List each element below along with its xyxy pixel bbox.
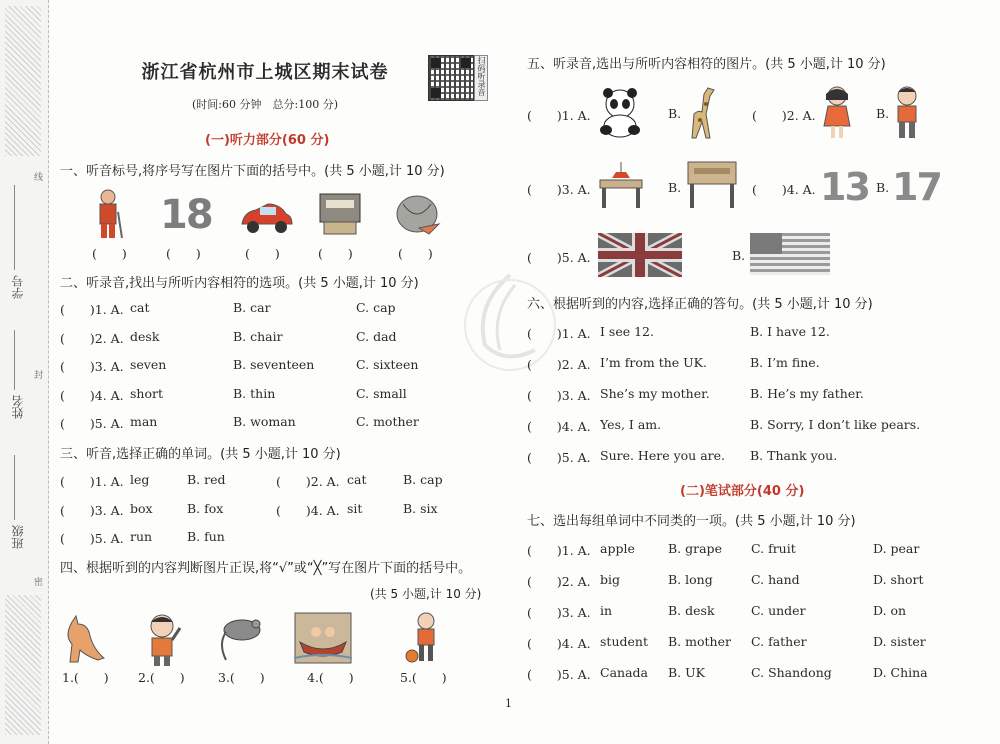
number-13: 13 [820,165,869,209]
s2-q2-option-a: desk [130,329,160,344]
exam-title: 浙江省杭州市上城区期末试卷 [141,62,389,83]
s7-q4-option-c: C. father [751,634,807,649]
s3-q3-number[interactable]: ( )3. A. [60,503,124,518]
seal-mark-seal: 封 [34,371,44,381]
s3-q5-option-a: run [130,529,153,544]
s7-q5-option-a: Canada [600,665,648,680]
s7-heading: 七、选出每组单词中不同类的一项。(共 5 小题,计 10 分) [527,514,856,529]
boy-waving-icon [140,612,184,668]
s6-q4-number[interactable]: ( )4. A. [527,419,591,434]
class-label: 班级 [11,525,25,549]
s5-q1-number[interactable]: ( )1. A. [527,108,591,123]
watermelon-icon [395,194,441,236]
s3-q2-option-a: cat [347,472,367,487]
s4-blank-5[interactable]: 5.( ) [400,670,447,685]
car-icon [238,200,294,236]
s4-blank-4[interactable]: 4.( ) [307,670,354,685]
panda-icon [596,86,644,138]
s1-blank-1[interactable]: ( ) [92,246,127,261]
s6-list [527,324,967,469]
s6-q2-option-a: I’m from the UK. [600,355,707,370]
s2-q5-number[interactable]: ( )5. A. [60,416,124,431]
s7-q5-option-c: C. Shandong [751,665,832,680]
desk-icon [684,158,740,212]
exam-subtitle: (时间:60 分钟 总分:100 分) [192,98,338,111]
s7-q4-option-d: D. sister [873,634,926,649]
s4-blank-2[interactable]: 2.( ) [138,670,185,685]
desk-with-boat-icon [598,160,644,210]
s5-q3-number[interactable]: ( )3. A. [527,182,591,197]
s3-q2-number[interactable]: ( )2. A. [276,474,340,489]
s7-q5-number[interactable]: ( )5. A. [527,667,591,682]
s7-q1-option-c: C. fruit [751,541,796,556]
s1-blank-3[interactable]: ( ) [245,246,280,261]
hatch-bottom [5,595,41,735]
s5-q5-option-b: B. [732,248,746,263]
s5-q4-option-b: B. [876,180,890,195]
s2-q1-option-b: B. car [233,300,271,315]
s6-q2-number[interactable]: ( )2. A. [527,357,591,372]
s6-q5-option-a: Sure. Here you are. [600,448,725,463]
s3-q4-option-a: sit [347,501,363,516]
s3-q1-option-b: B. red [187,472,226,487]
s7-q3-option-d: D. on [873,603,907,618]
s3-q4-number[interactable]: ( )4. A. [276,503,340,518]
s5-q2-option-b: B. [876,106,890,121]
s5-heading: 五、听录音,选出与所听内容相符的图片。(共 5 小题,计 10 分) [527,57,886,72]
s4-blank-3[interactable]: 3.( ) [218,670,265,685]
boy-icon [890,84,924,140]
s1-blank-5[interactable]: ( ) [398,246,433,261]
s7-q4-number[interactable]: ( )4. A. [527,636,591,651]
kangaroo-icon [58,614,110,666]
number-18: 18 [160,192,212,238]
s1-blank-2[interactable]: ( ) [166,246,201,261]
s4-heading: 四、根据听到的内容判断图片正误,将“√”或“╳”写在图片下面的括号中。 [60,561,472,576]
name-line [14,330,15,390]
qr-label: 扫码听录音 [474,55,488,101]
s2-q1-number[interactable]: ( )1. A. [60,302,124,317]
s4-note: (共 5 小题,计 10 分) [370,587,482,601]
s3-q3-option-a: box [130,501,153,516]
s7-q5-option-b: B. UK [668,665,706,680]
s5-q1-option-b: B. [668,106,682,121]
s7-q1-option-b: B. grape [668,541,722,556]
s2-q2-number[interactable]: ( )2. A. [60,331,124,346]
student-no-label: 学号 [11,275,25,299]
s5-q2-number[interactable]: ( )2. A. [752,108,816,123]
s5-q4-number[interactable]: ( )4. A. [752,182,816,197]
s1-blank-4[interactable]: ( ) [318,246,353,261]
s2-q4-option-c: C. small [356,386,407,401]
s6-q1-option-b: B. I have 12. [750,324,830,339]
number-17: 17 [892,165,941,209]
part2-title: (二)笔试部分(40 分) [680,484,805,499]
s2-q1-option-c: C. cap [356,300,396,315]
s7-q2-option-b: B. long [668,572,713,587]
s2-heading: 二、听录音,找出与所听内容相符的选项。(共 5 小题,计 10 分) [60,276,419,291]
s7-q3-option-c: C. under [751,603,806,618]
s2-q5-option-a: man [130,414,158,429]
s5-q3-option-b: B. [668,180,682,195]
s2-q4-option-a: short [130,386,163,401]
s3-heading: 三、听音,选择正确的单词。(共 5 小题,计 10 分) [60,447,341,462]
page-number: 1 [505,697,512,710]
s7-list [527,541,967,686]
s3-q3-option-b: B. fox [187,501,224,516]
s6-q3-option-b: B. He’s my father. [750,386,864,401]
uk-flag-icon [598,233,682,277]
s7-q3-option-a: in [600,603,613,618]
class-line [14,455,15,520]
s6-heading: 六、根据听到的内容,选择正确的答句。(共 5 小题,计 10 分) [527,297,873,312]
s6-q2-option-b: B. I’m fine. [750,355,820,370]
s7-q2-option-c: C. hand [751,572,800,587]
s2-list [60,300,500,440]
qr-code-icon[interactable] [428,55,474,101]
seal-mark-line: 线 [34,173,44,183]
s6-q4-option-b: B. Sorry, I don’t like pears. [750,417,921,432]
s3-q4-option-b: B. six [403,501,438,516]
s2-q3-option-b: B. seventeen [233,357,315,372]
s2-q4-number[interactable]: ( )4. A. [60,388,124,403]
boy-basketball-icon [404,610,444,666]
s6-q1-number[interactable]: ( )1. A. [527,326,591,341]
s6-q5-option-b: B. Thank you. [750,448,838,463]
girl-icon [820,84,854,140]
s7-q4-option-b: B. mother [668,634,731,649]
s6-q4-option-a: Yes, I am. [600,417,662,432]
s6-q3-number[interactable]: ( )3. A. [527,388,591,403]
us-flag-icon [750,233,830,275]
grandpa-icon [88,188,128,240]
s3-q1-number[interactable]: ( )1. A. [60,474,124,489]
s3-list [60,472,500,552]
s7-q4-option-a: student [600,634,648,649]
s7-q2-number[interactable]: ( )2. A. [527,574,591,589]
student-no-line [14,185,15,270]
hatch-top [5,6,41,156]
s6-q5-number[interactable]: ( )5. A. [527,450,591,465]
s3-q2-option-b: B. cap [403,472,443,487]
s6-q3-option-a: She’s my mother. [600,386,710,401]
s7-q2-option-d: D. short [873,572,924,587]
s2-q5-option-b: B. woman [233,414,296,429]
s7-q1-option-d: D. pear [873,541,920,556]
s7-q2-option-a: big [600,572,621,587]
s3-q5-number[interactable]: ( )5. A. [60,531,124,546]
name-label: 姓名 [11,395,25,419]
s6-q1-option-a: I see 12. [600,324,654,339]
s2-q2-option-b: B. chair [233,329,283,344]
s7-q3-number[interactable]: ( )3. A. [527,605,591,620]
s7-q1-number[interactable]: ( )1. A. [527,543,591,558]
s1-heading: 一、听音标号,将序号写在图片下面的括号中。(共 5 小题,计 10 分) [60,164,445,179]
s3-q5-option-b: B. fun [187,529,225,544]
s7-q1-option-a: apple [600,541,635,556]
giraffe-icon [684,84,720,142]
s2-q3-option-a: seven [130,357,167,372]
s4-blank-1[interactable]: 1.( ) [62,670,109,685]
s2-q3-number[interactable]: ( )3. A. [60,359,124,374]
blackboard-icon [318,192,362,236]
s2-q3-option-c: C. sixteen [356,357,419,372]
s7-q5-option-d: D. China [873,665,928,680]
mouse-icon [216,614,266,662]
part1-title: (一)听力部分(60 分) [205,133,330,148]
seal-mark-secret: 密 [34,578,44,588]
s2-q1-option-a: cat [130,300,150,315]
s2-q4-option-b: B. thin [233,386,276,401]
binding-margin [0,0,49,744]
boat-rowing-icon [294,612,352,664]
s2-q5-option-c: C. mother [356,414,419,429]
s7-q3-option-b: B. desk [668,603,715,618]
s5-q5-number[interactable]: ( )5. A. [527,250,591,265]
s2-q2-option-c: C. dad [356,329,397,344]
s3-q1-option-a: leg [130,472,150,487]
